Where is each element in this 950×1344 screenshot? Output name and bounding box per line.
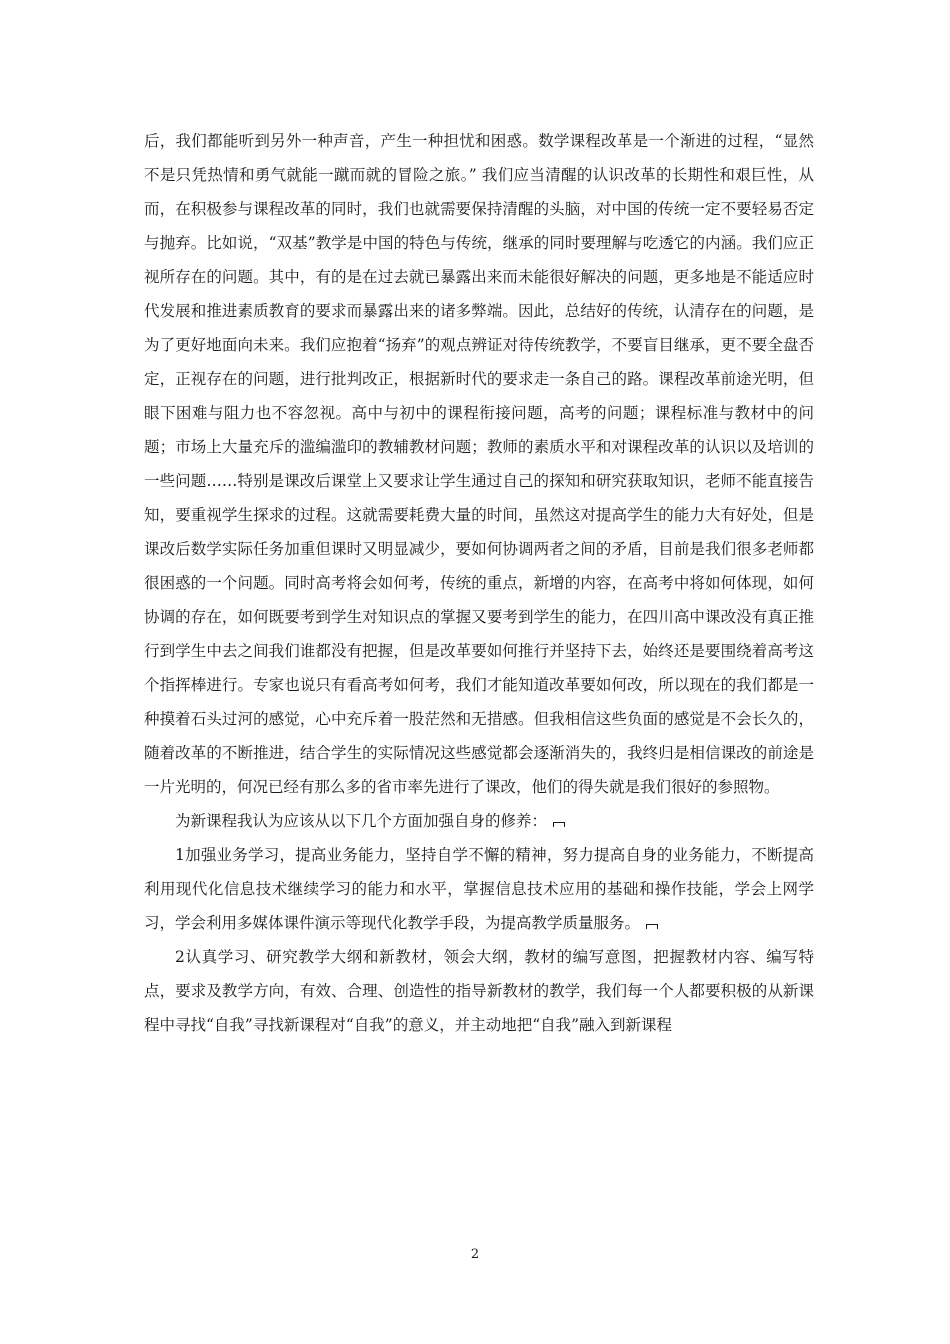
paragraph-text: 1加强业务学习，提高业务能力，坚持自学不懈的精神，努力提高自身的业务能力，不断提高利用现代化信息技术继续学习的能力和水平，掌握信息技术应用的基础和操作技能，学会上网学习，学会利用多媒体课件演示等现代化教学手段，为提高教学质量服务。 — [144, 846, 814, 932]
paragraph-item-1 — [144, 838, 814, 940]
paragraph-text: 后，我们都能听到另外一种声音，产生一种担忧和困惑。数学课程改革是一个渐进的过程，“显然不是只凭热情和勇气就能一蹴而就的冒险之旅。” 我们应当清醒的认识改革的长期性和艰巨性，从而，在积极参与课程改革的同时，我们也就需要保持清醒的头脑，对中国的传统一定不要轻易否定与抛弃。比如说，“双基”教学是中国的特色与传统，继承的同时要理解与吃透它的内涵。我们应正视所存在的问题。其中，有的是在过去就已暴露出来而未能很好解决的问题，更多地是不能适应时代发展和推进素质教育的要求而暴露出来的诸多弊端。因此，总结好的传统，认清存在的问题，是为了更好地面向未来。我们应抱着“扬弃”的观点辨证对待传统教学，不要盲目继承，更不要全盘否定，正视存在的问题，进行批判改正，根据新时代的要求走一条自己的路。课程改革前途光明，但眼下困难与阻力也不容忽视。高中与初中的课程衔接问题，高考的问题；课程标准与教材中的问题；市场上大量充斥的滥编滥印的教辅教材问题；教师的素质水平和对课程改革的认识以及培训的一些问题……特别是课改后课堂上又要求让学生通过自己的探知和研究获取知识，老师不能直接告知，要重视学生探求的过程。这就需要耗费大量的时间，虽然这对提高学生的能力大有好处，但是课改后数学实际任务加重但课时又明显减少，要如何协调两者之间的矛盾，目前是我们很多老师都很困惑的一个问题。同时高考将会如何考，传统的重点，新增的内容，在高考中将如何体现，如何协调的存在，如何既要考到学生对知识点的掌握又要考到学生的能力，在四川高中课改没有真正推行到学生中去之间我们谁都没有把握，但是改革要如何推行并坚持下去，始终还是要围绕着高考这个指挥棒进行。专家也说只有看高考如何考，我们才能知道改革要如何改，所以现在的我们都是一种摸着石头过河的感觉，心中充斥着一股茫然和无措感。但我相信这些负面的感觉是不会长久的，随着改革的不断推进，结合学生的实际情况这些感觉都会逐渐消失的，我终归是相信课改的前途是一片光明的，何况已经有那么多的省市率先进行了课改，他们的得失就是我们很好的参照物。 — [144, 132, 814, 796]
paragraph-mark-icon — [553, 822, 565, 827]
paragraph-text: 2认真学习、研究教学大纲和新教材，领会大纲，教材的编写意图，把握教材内容、编写特点，要求及教学方向，有效、合理、创造性的指导新教材的教学，我们每一个人都要积极的从新课程中寻找“自我”寻找新课程对“自我”的意义，并主动地把“自我”融入到新课程 — [144, 948, 814, 1034]
paragraph-text: 为新课程我认为应该从以下几个方面加强自身的修养： — [175, 812, 548, 830]
paragraph-reform-reflection — [144, 124, 814, 804]
paragraph-item-2 — [144, 940, 814, 1042]
paragraph-self-improvement-intro — [144, 804, 814, 838]
paragraph-mark-icon — [646, 924, 658, 929]
page-number: 2 — [470, 1247, 480, 1262]
document-body — [144, 124, 814, 1042]
